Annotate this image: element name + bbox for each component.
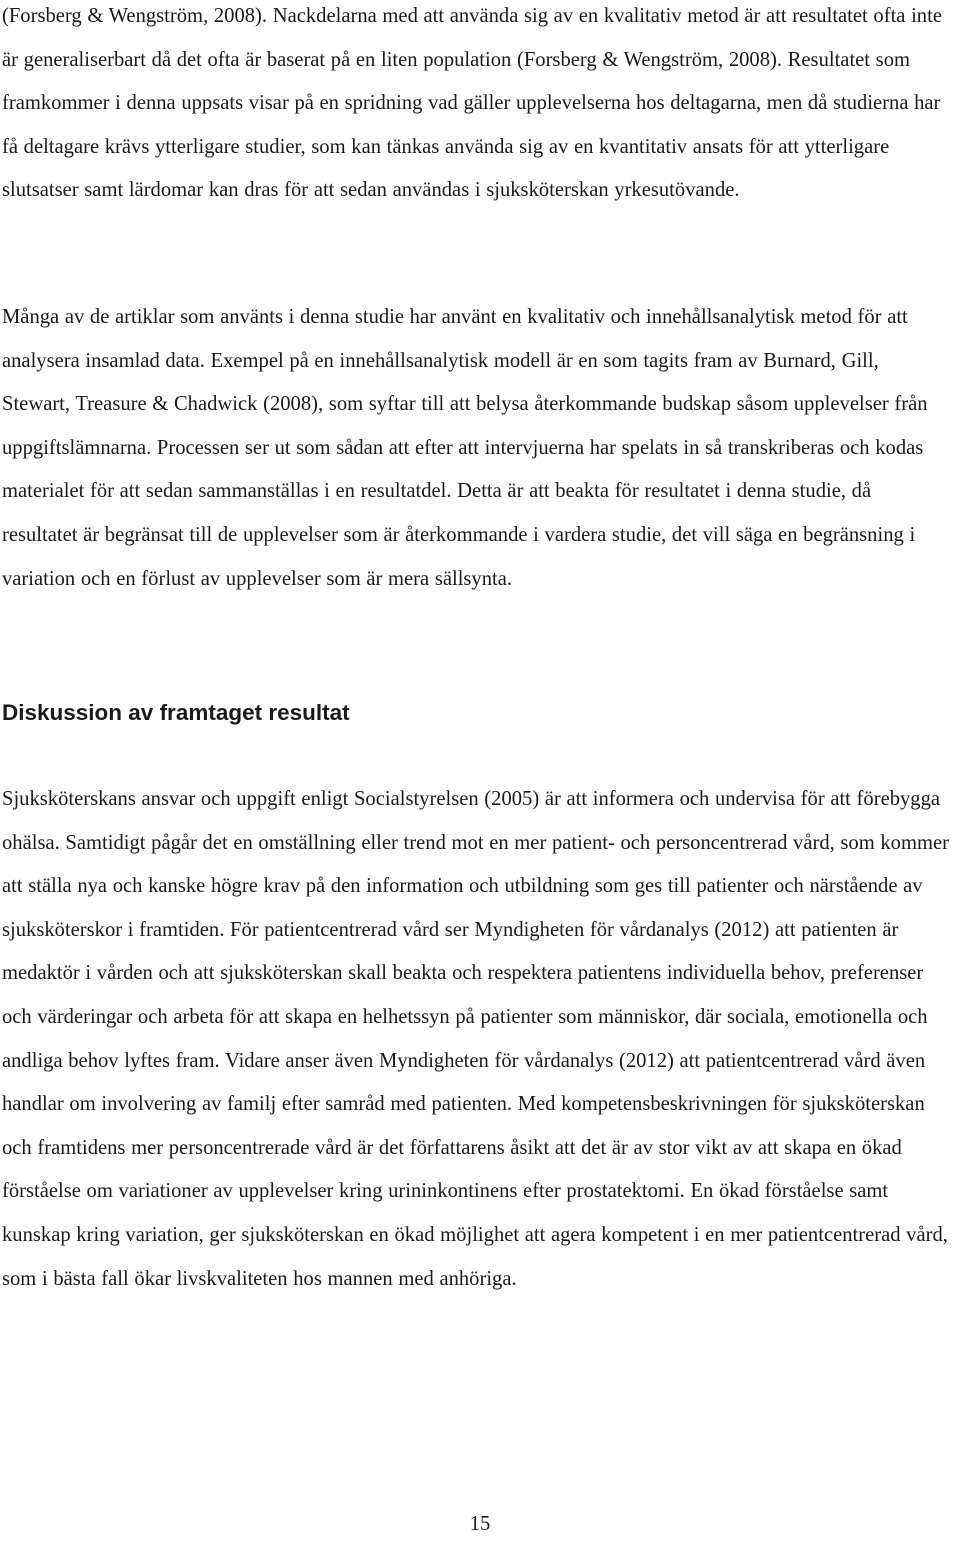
paragraph-content-analysis: Många av de artiklar som använts i denna studie har använt en kvalitativ och innehållsanalytisk metod för att analysera insamlad data. Exempel på en innehållsanalytisk modell är en som tagits fram av Burnard, Gill, Stewart, Treasure & Chadwick (2008), som syftar till att belysa återkommande budskap såsom upplevelser från uppgiftslämnarna. Processen ser ut som sådan att efter att intervjuerna har spelats in så transkriberas och kodas materialet för att sedan sammanställas i en resultatdel. Detta är att beakta för resultatet i denna studie, då resultatet är begränsat till de upplevelser som är återkommande i vardera studie, det vill säga en begränsning i variation och en förlust av upplevelser som är mera sällsynta.: [2, 306, 928, 590]
paragraph-limitations: (Forsberg & Wengström, 2008). Nackdelarna med att använda sig av en kvalitativ metod är att resultatet ofta inte är generaliserbart då det ofta är baserat på en liten population (Forsberg & Wengström, 2008). Resultatet som framkommer i denna uppsats visar på en spridning vad gäller upplevelserna hos deltagarna, men då studierna har få deltagare krävs ytterligare studier, som kan tänkas använda sig av en kvantitativ ansats för att ytterligare slutsatser samt lärdomar kan dras för att sedan användas i sjuksköterskan yrkesutövande.: [2, 5, 942, 202]
section-heading: Diskussion av framtaget resultat: [2, 700, 350, 725]
paragraph-discussion: Sjuksköterskans ansvar och uppgift enligt Socialstyrelsen (2005) är att informera och undervisa för att förebygga ohälsa. Samtidigt pågår det en omställning eller trend mot en mer patient- och personcentrerad vård, som kommer att ställa nya och kanske högre krav på den information och utbildning som ges till patienter och närstående av sjuksköterskor i framtiden. För patientcentrerad vård ser Myndigheten för vårdanalys (2012) att patienten är medaktör i vården och att sjuksköterskan skall beakta och respektera patientens individuella behov, preferenser och värderingar och arbeta för att skapa en helhetssyn på patienter som människor, där sociala, emotionella och andliga behov lyftes fram. Vidare anser även Myndigheten för vårdanalys (2012) att patientcentrerad vård även handlar om involvering av familj efter samråd med patienten. Med kompetensbeskrivningen för sjuksköterskan och framtidens mer personcentrerade vård är det författarens åsikt att det är av stor vikt av att skapa en ökad förståelse om variationer av upplevelser kring urininkontinens efter prostatektomi. En ökad förståelse samt kunskap kring variation, ger sjuksköterskan en ökad möjlighet att agera kompetent i en mer patientcentrerad vård, som i bästa fall ökar livskvaliteten hos mannen med anhöriga.: [2, 788, 950, 1290]
page-number: 15: [469, 1513, 491, 1535]
